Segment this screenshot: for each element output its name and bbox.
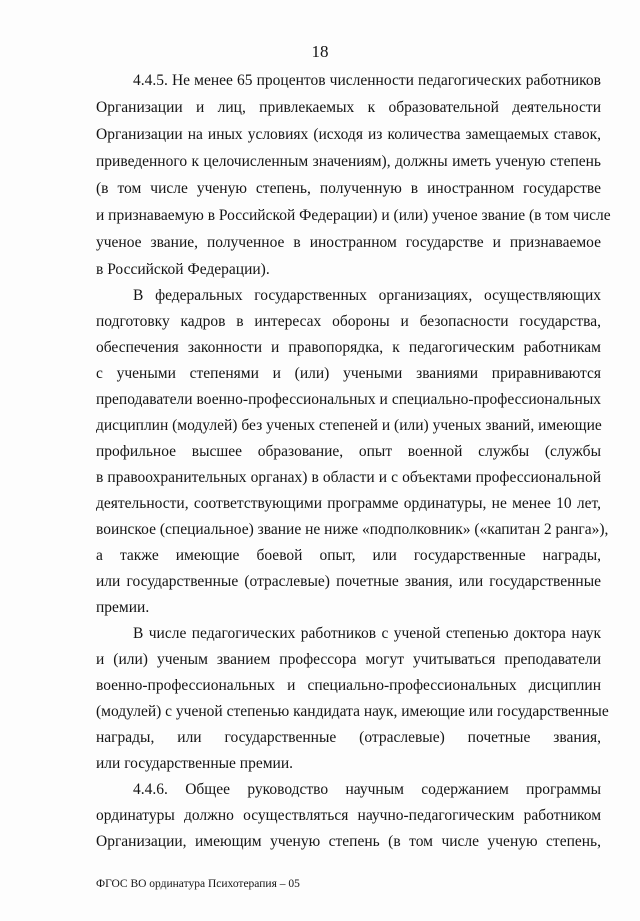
- text-line: В числе педагогических работников с ученой степенью доктора наук: [133, 625, 601, 642]
- page-footer: ФГОС ВО ординатура Психотерапия – 05: [96, 878, 300, 890]
- text-line: приведенного к целочисленным значениям), должны иметь ученую степень: [96, 153, 601, 170]
- text-line: 4.4.6. Общее руководство научным содержанием программы: [133, 781, 601, 798]
- text-line: премии.: [96, 599, 150, 616]
- text-line: в правоохранительных органах) в области и с объектами профессиональной: [96, 469, 601, 486]
- text-line: деятельности, соответствующими программе ординатуры, не менее 10 лет,: [96, 495, 601, 512]
- text-line: с учеными степенями и (или) учеными званиями приравниваются: [96, 365, 601, 382]
- text-line: в Российской Федерации).: [96, 261, 270, 278]
- text-line: Организации на иных условиях (исходя из количества замещаемых ставок,: [96, 126, 601, 143]
- text-line: подготовку кадров в интересах обороны и безопасности государства,: [96, 313, 601, 330]
- text-line: или государственные премии.: [96, 755, 293, 772]
- text-line: (в том числе ученую степень, полученную в иностранном государстве: [96, 180, 601, 197]
- text-line: и (или) ученым званием профессора могут учитываться преподаватели: [96, 651, 601, 668]
- text-line: ученое звание, полученное в иностранном государстве и признаваемое: [96, 234, 601, 251]
- text-line: или государственные (отраслевые) почетные звания, или государственные: [96, 573, 601, 590]
- text-line: воинское (специальное) звание не ниже «подполковник» («капитан 2 ранга»),: [96, 521, 609, 538]
- text-line: преподаватели военно-профессиональных и специально-профессиональных: [96, 391, 601, 408]
- text-line: В федеральных государственных организациях, осуществляющих: [133, 287, 601, 304]
- text-line: и признаваемую в Российской Федерации) и (или) ученое звание (в том числе: [96, 207, 611, 224]
- text-line: обеспечения законности и правопорядка, к педагогическим работникам: [96, 339, 601, 356]
- text-line: 4.4.5. Не менее 65 процентов численности педагогических работников: [133, 72, 601, 89]
- text-line: Организации и лиц, привлекаемых к образовательной деятельности: [96, 99, 601, 116]
- text-line: профильное высшее образование, опыт военной службы (службы: [96, 443, 601, 460]
- text-line: дисциплин (модулей) без ученых степеней и (или) ученых званий, имеющие: [96, 417, 602, 434]
- text-line: Организации, имеющим ученую степень (в том числе ученую степень,: [96, 833, 601, 850]
- text-line: награды, или государственные (отраслевые) почетные звания,: [96, 729, 601, 746]
- text-line: ординатуры должно осуществляться научно-педагогическим работником: [96, 807, 601, 824]
- text-line: а также имеющие боевой опыт, или государственные награды,: [96, 547, 601, 564]
- text-line: военно-профессиональных и специально-профессиональных дисциплин: [96, 677, 601, 694]
- page-number: 18: [311, 42, 329, 61]
- text-line: (модулей) с ученой степенью кандидата наук, имеющие или государственные: [96, 703, 609, 720]
